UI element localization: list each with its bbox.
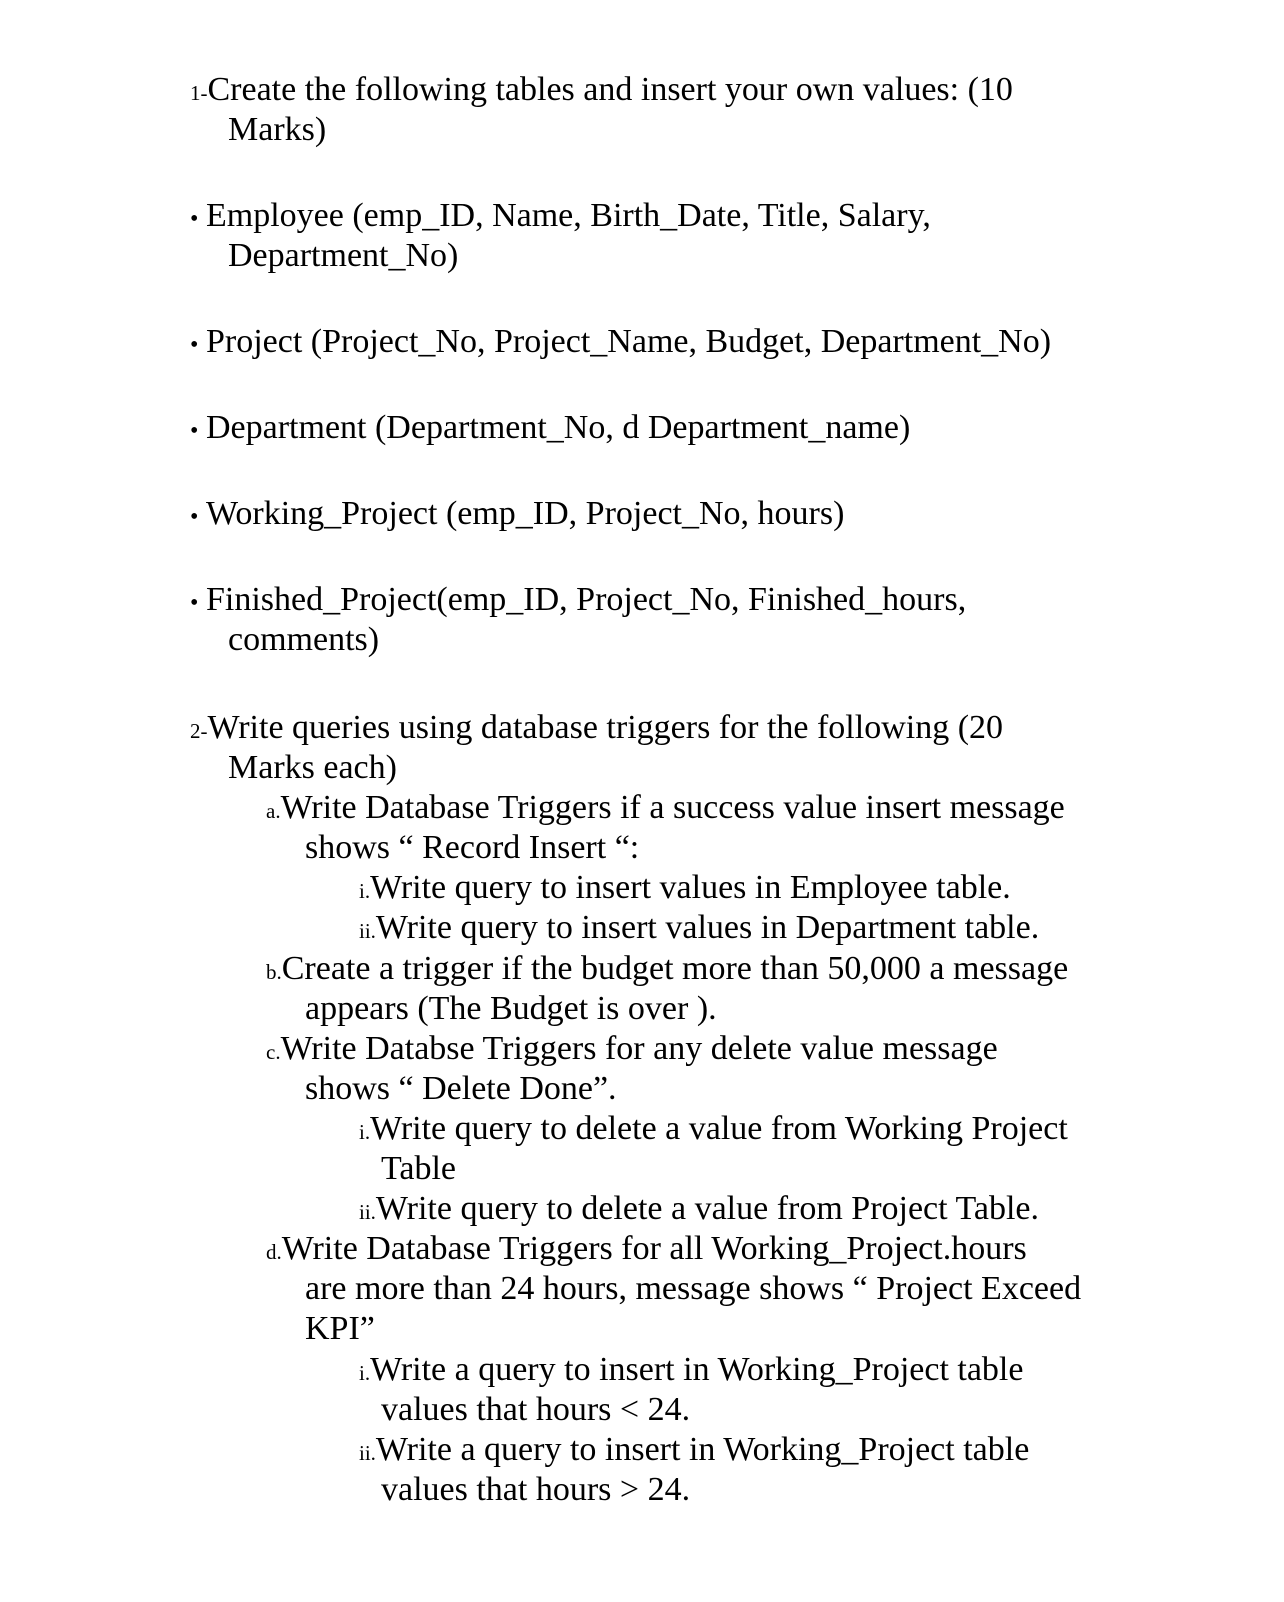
part-text: Create a trigger if the budget more than 50,000 a message bbox=[281, 950, 1069, 987]
q2-part-c-sub-i bbox=[359, 1109, 1068, 1152]
part-text-cont: shows “ Record Insert “: bbox=[305, 829, 640, 866]
bullet-icon: • bbox=[190, 418, 199, 444]
table-item-text: Project (Project_No, Project_Name, Budget, Department_No) bbox=[206, 323, 1052, 360]
sub-text-cont: values that hours < 24. bbox=[381, 1391, 691, 1428]
table-item-project bbox=[190, 322, 1051, 365]
bullet-icon: • bbox=[190, 504, 199, 530]
sub-marker: i. bbox=[359, 1361, 371, 1385]
bullet-icon: • bbox=[190, 590, 199, 616]
sub-marker: ii. bbox=[359, 1441, 376, 1465]
sub-marker: ii. bbox=[359, 1200, 376, 1224]
part-text-cont: are more than 24 hours, message shows “ Project Exceed bbox=[305, 1270, 1082, 1307]
q2-part-d-sub-i bbox=[359, 1350, 1023, 1393]
part-marker: d. bbox=[266, 1240, 282, 1264]
table-item-employee bbox=[190, 196, 931, 239]
part-marker: b. bbox=[266, 960, 282, 984]
q2-part-b bbox=[266, 949, 1068, 992]
sub-marker: i. bbox=[359, 1120, 371, 1144]
table-item-text: Department (Department_No, d Department_name) bbox=[206, 409, 911, 446]
part-text-cont: shows “ Delete Done”. bbox=[305, 1070, 617, 1107]
table-item-cont: comments) bbox=[228, 621, 380, 658]
sub-text-cont: values that hours > 24. bbox=[381, 1471, 691, 1508]
sub-text: Write query to delete a value from Project Table. bbox=[375, 1190, 1040, 1227]
part-text-cont: appears (The Budget is over ). bbox=[305, 990, 717, 1027]
q2-part-d bbox=[266, 1229, 1027, 1272]
table-item-text: Working_Project (emp_ID, Project_No, hours) bbox=[206, 495, 845, 532]
q1-heading bbox=[190, 70, 1013, 113]
table-item-department bbox=[190, 408, 910, 451]
table-item-working-project bbox=[190, 494, 844, 537]
q2-heading-text: Write queries using database triggers for the following (20 bbox=[207, 709, 1004, 746]
table-item-cont: Department_No) bbox=[228, 237, 459, 274]
part-text: Write Database Triggers for all Working_Project.hours bbox=[281, 1230, 1027, 1267]
q1-number: 1- bbox=[190, 81, 208, 105]
sub-text-cont: Table bbox=[381, 1150, 457, 1187]
part-text: Write Databse Triggers for any delete value message bbox=[280, 1030, 998, 1067]
q1-heading-text: Create the following tables and insert your own values: (10 bbox=[207, 71, 1013, 108]
table-item-text: Finished_Project(emp_ID, Project_No, Finished_hours, bbox=[206, 581, 967, 618]
part-marker: c. bbox=[266, 1040, 281, 1064]
q2-heading-cont: Marks each) bbox=[228, 749, 397, 786]
table-item-finished-project bbox=[190, 580, 966, 623]
q2-number: 2- bbox=[190, 719, 208, 743]
part-text-cont: KPI” bbox=[305, 1310, 375, 1347]
sub-text: Write a query to insert in Working_Project table bbox=[370, 1351, 1024, 1388]
part-marker: a. bbox=[266, 799, 281, 823]
bullet-icon: • bbox=[190, 332, 199, 358]
q2-part-c-sub-ii bbox=[359, 1189, 1039, 1232]
sub-text: Write query to insert values in Employee table. bbox=[370, 869, 1011, 906]
sub-text: Write query to delete a value from Working Project bbox=[370, 1110, 1068, 1147]
q2-part-a-sub-ii bbox=[359, 908, 1039, 951]
part-text: Write Database Triggers if a success value insert message bbox=[280, 789, 1065, 826]
q2-part-d-sub-ii bbox=[359, 1430, 1029, 1473]
q2-heading bbox=[190, 708, 1003, 751]
sub-marker: ii. bbox=[359, 919, 376, 943]
sub-marker: i. bbox=[359, 879, 371, 903]
table-item-text: Employee (emp_ID, Name, Birth_Date, Title, Salary, bbox=[206, 197, 931, 234]
q2-part-a bbox=[266, 788, 1065, 831]
sub-text: Write a query to insert in Working_Project table bbox=[375, 1431, 1030, 1468]
q2-part-c bbox=[266, 1029, 998, 1072]
sub-text: Write query to insert values in Department table. bbox=[375, 909, 1040, 946]
bullet-icon: • bbox=[190, 206, 199, 232]
q1-heading-cont: Marks) bbox=[228, 111, 327, 148]
q2-part-a-sub-i bbox=[359, 868, 1011, 911]
